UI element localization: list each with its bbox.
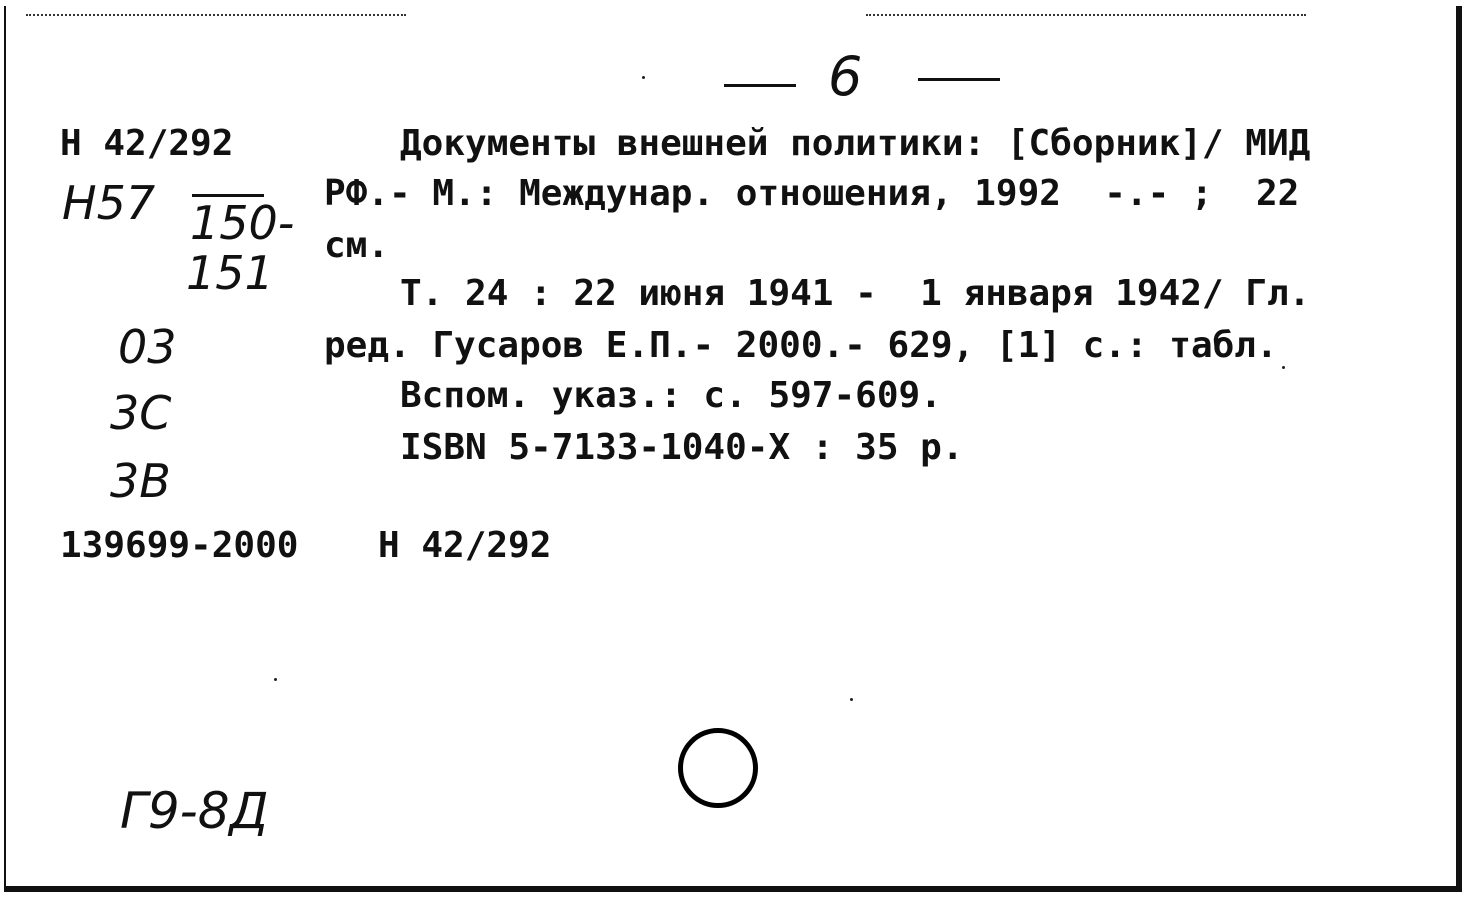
handwritten-code-3: 3B — [110, 454, 171, 508]
entry-line-3: см. — [324, 225, 390, 266]
handwritten-bottom-code: Г9-8Д — [120, 782, 269, 840]
entry-line-4: Т. 24 : 22 июня 1941 - 1 января 1942/ Гл. — [400, 273, 1311, 314]
scan-speck — [1282, 366, 1285, 369]
handwritten-shelf-code: H57 — [62, 176, 156, 230]
call-number: H 42/292 — [60, 123, 234, 164]
entry-line-6: Вспом. указ.: с. 597-609. — [400, 375, 942, 416]
entry-line-7: ISBN 5-7133-1040-X : 35 р. — [400, 427, 964, 468]
entry-line-2: РФ.- М.: Междунар. отношения, 1992 -.- ; 22 — [324, 173, 1300, 214]
page-number-dash-right — [918, 78, 1000, 81]
top-dotted-edge-left — [26, 14, 406, 16]
catalog-card — [4, 6, 1462, 892]
entry-line-1: Документы внешней политики: [Сборник]/ МИД — [400, 123, 1311, 164]
scan-speck — [642, 76, 645, 79]
handwritten-volume-range-start: 150- — [190, 196, 295, 250]
scan-speck — [274, 678, 277, 681]
handwritten-volume-range-end: 151 — [186, 246, 274, 300]
handwritten-code-2: 3C — [110, 386, 172, 440]
scan-speck — [850, 698, 853, 701]
page-number: 6 — [828, 45, 863, 108]
top-dotted-edge-right — [866, 14, 1306, 16]
call-number-bottom: H 42/292 — [378, 525, 552, 566]
punch-hole — [678, 728, 758, 808]
entry-line-5: ред. Гусаров Е.П.- 2000.- 629, [1] с.: табл. — [324, 325, 1278, 366]
page-number-dash-left — [724, 84, 796, 87]
inventory-number: 139699-2000 — [60, 525, 299, 566]
handwritten-code-1: 03 — [118, 320, 177, 374]
